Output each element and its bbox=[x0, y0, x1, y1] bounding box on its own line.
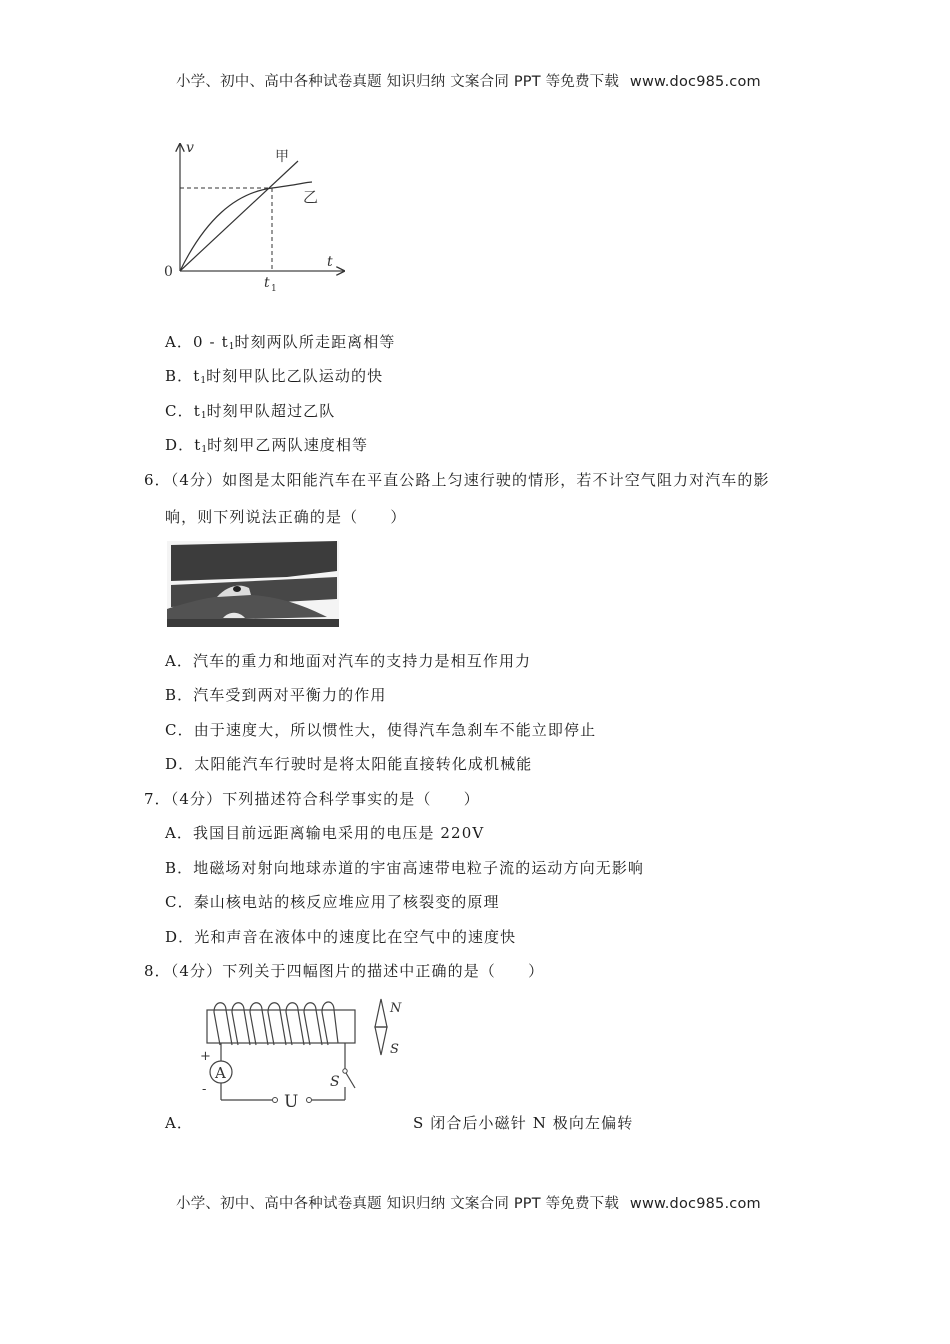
q8-score: （4分） bbox=[170, 962, 223, 980]
q6-option-b: B．汽车受到两对平衡力的作用 bbox=[165, 686, 387, 704]
ammeter-label: A bbox=[215, 1064, 226, 1082]
switch-blade bbox=[346, 1073, 355, 1088]
needle-n-label: N bbox=[390, 1001, 402, 1016]
q6-stem-line2: 响，则下列说法正确的是（ ） bbox=[165, 508, 407, 526]
q7-option-c: C．秦山核电站的核反应堆应用了核裂变的原理 bbox=[165, 893, 500, 911]
q8-stem: 8．（4分）下列关于四幅图片的描述中正确的是（ ） bbox=[144, 962, 545, 980]
solenoid-circuit-figure bbox=[180, 990, 420, 1110]
line-jia bbox=[180, 161, 298, 271]
q7-option-b: B．地磁场对射向地球赤道的宇宙高速带电粒子流的运动方向无影响 bbox=[165, 859, 645, 877]
header-url[interactable]: www.doc985.com bbox=[629, 74, 761, 90]
coil-windings bbox=[214, 1002, 338, 1045]
q7-number: 7． bbox=[144, 790, 171, 808]
page-header bbox=[176, 70, 761, 91]
plus-label: + bbox=[200, 1049, 211, 1064]
footer-text: 小学、初中、高中各种试卷真题 知识归纳 文案合同 PPT 等免费下载 bbox=[176, 1196, 620, 1212]
t1-subscript: 1 bbox=[271, 284, 277, 294]
q6-option-d: D．太阳能汽车行驶时是将太阳能直接转化成机械能 bbox=[165, 755, 533, 773]
magnetic-needle bbox=[375, 999, 387, 1055]
q5-option-d: D．$t_1$时刻甲乙两队速度相等 bbox=[165, 436, 369, 455]
curve-yi bbox=[180, 182, 312, 271]
q8-option-a-text: S 闭合后小磁针 N 极向左偏转 bbox=[413, 1114, 634, 1132]
header-text: 小学、初中、高中各种试卷真题 知识归纳 文案合同 PPT 等免费下载 bbox=[176, 74, 620, 90]
t1-label: t bbox=[264, 275, 270, 291]
jia-label: 甲 bbox=[275, 149, 289, 165]
minus-label: - bbox=[202, 1082, 207, 1097]
solar-car-photo bbox=[167, 541, 339, 627]
q6-score: （4分） bbox=[170, 471, 223, 489]
q5-option-a: A．$0 - t_1$时刻两队所走距离相等 bbox=[165, 333, 396, 352]
yi-label: 乙 bbox=[303, 188, 319, 206]
q6-number: 6． bbox=[144, 471, 171, 489]
y-axis-label: v bbox=[186, 140, 194, 156]
q6-stem-line1: 6．（4分）如图是太阳能汽车在平直公路上匀速行驶的情形，若不计空气阻力对汽车的影 bbox=[144, 471, 770, 489]
q8-option-a-letter: A． bbox=[165, 1114, 194, 1132]
q7-option-d: D．光和声音在液体中的速度比在空气中的速度快 bbox=[165, 928, 517, 946]
q8-number: 8． bbox=[144, 962, 171, 980]
q5-option-c: C．$t_1$时刻甲队超过乙队 bbox=[165, 402, 336, 421]
velocity-time-graph bbox=[150, 130, 370, 300]
needle-s-label: S bbox=[390, 1042, 399, 1057]
q7-option-a: A．我国目前远距离输电采用的电压是 220V bbox=[165, 824, 485, 842]
q6-option-a: A．汽车的重力和地面对汽车的支持力是相互作用力 bbox=[165, 652, 532, 670]
source-label: U bbox=[284, 1092, 299, 1110]
footer-url[interactable]: www.doc985.com bbox=[629, 1196, 761, 1212]
x-axis-label: t bbox=[327, 254, 333, 270]
q7-score: （4分） bbox=[170, 790, 223, 808]
page-footer bbox=[176, 1192, 761, 1213]
q7-stem: 7．（4分）下列描述符合科学事实的是（ ） bbox=[144, 790, 480, 808]
origin-label: 0 bbox=[164, 264, 173, 280]
q6-option-c: C．由于速度大，所以惯性大，使得汽车急刹车不能立即停止 bbox=[165, 721, 597, 739]
switch-label: S bbox=[330, 1074, 340, 1090]
q5-option-b: B．$t_1$时刻甲队比乙队运动的快 bbox=[165, 367, 384, 386]
